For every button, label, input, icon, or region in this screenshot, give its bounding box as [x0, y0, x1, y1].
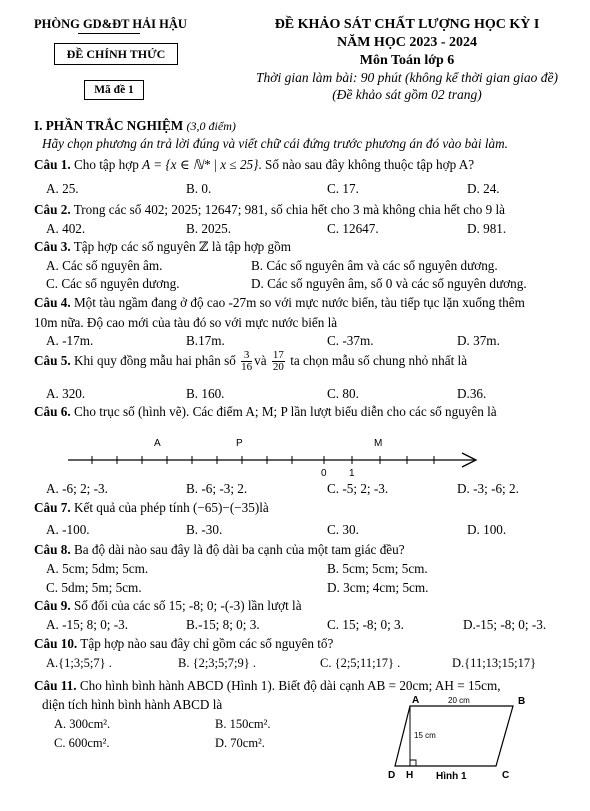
question-3 — [34, 239, 291, 255]
q4-option-a[interactable]: A. -17m. — [46, 333, 94, 348]
q7-option-c[interactable]: C. 30. — [327, 522, 359, 537]
q9-label: Câu 9. — [34, 598, 71, 613]
q10-option-b[interactable]: B. {2;3;5;7;9} . — [178, 656, 256, 670]
height-ah-length: 15 cm — [414, 731, 436, 740]
q8-option-d[interactable]: D. 3cm; 4cm; 5cm. — [327, 580, 429, 595]
instruction: Hãy chọn phương án trả lời đúng và viết chữ cái đứng trước phương án đó vào bài làm. — [42, 136, 508, 151]
q11-text-line2: diện tích hình bình hành ABCD là — [42, 697, 223, 712]
q2-option-c[interactable]: C. 12647. — [327, 221, 379, 236]
q2-option-a[interactable]: A. 402. — [46, 221, 86, 236]
question-5 — [34, 349, 467, 373]
q9-option-a[interactable]: A. -15; 8; 0; -3. — [46, 617, 129, 632]
question-4 — [34, 295, 525, 311]
q6-option-d[interactable]: D. -3; -6; 2. — [457, 481, 519, 496]
q6-option-a[interactable]: A. -6; 2; -3. — [46, 481, 108, 496]
q3-option-d[interactable]: D. Các số nguyên âm, số 0 và các số nguyên dương. — [251, 276, 527, 291]
q3-option-c[interactable]: C. Các số nguyên dương. — [46, 276, 180, 291]
q10-option-d[interactable]: D.{11;13;15;17} — [452, 656, 537, 670]
exam-code-box — [84, 80, 144, 100]
vertex-d-label: D — [388, 770, 396, 781]
vertex-b-label: B — [518, 696, 526, 707]
q9-option-c[interactable]: C. 15; -8; 0; 3. — [327, 617, 404, 632]
right-angle-mark — [410, 760, 416, 766]
question-11 — [34, 678, 501, 694]
side-ab-length: 20 cm — [448, 696, 470, 705]
q5-option-a[interactable]: A. 320. — [46, 386, 86, 401]
q9-option-b[interactable]: B.-15; 8; 0; 3. — [186, 617, 260, 632]
q7-expression: (−65)−(−35) — [192, 500, 260, 515]
vertex-a-label: A — [412, 695, 420, 706]
q4-label: Câu 4. — [34, 295, 71, 310]
q11-option-d[interactable]: D. 70cm². — [215, 736, 265, 750]
q6-label: Câu 6. — [34, 404, 71, 419]
foot-h-label: H — [406, 770, 414, 781]
point-a-label: A — [154, 438, 161, 449]
fraction-2-numerator: 17 — [272, 349, 284, 362]
q11-option-b[interactable]: B. 150cm². — [215, 717, 271, 731]
q3-text: Tập hợp các số nguyên ℤ là tập hợp gồm — [73, 239, 292, 254]
figure-caption: Hình 1 — [436, 771, 467, 782]
subject: Môn Toán lớp 6 — [359, 53, 455, 68]
q2-text: Trong các số 402; 2025; 12647; 981, số chia hết cho 3 mà không chia hết cho 9 là — [73, 202, 506, 217]
q4-option-c[interactable]: C. -37m. — [327, 333, 374, 348]
official-box — [54, 43, 178, 65]
vertex-c-label: C — [502, 770, 510, 781]
official-label: ĐỀ CHÍNH THỨC — [66, 47, 166, 61]
q9-option-d[interactable]: D.-15; -8; 0; -3. — [463, 617, 547, 632]
q5-text: Khi quy đồng mẫu hai phân số — [73, 353, 236, 368]
point-p-label: P — [236, 438, 243, 449]
school-year: NĂM HỌC 2023 - 2024 — [337, 35, 477, 50]
q7-option-a[interactable]: A. -100. — [46, 522, 90, 537]
q11-text: Cho hình bình hành ABCD (Hình 1). Biết độ dài cạnh AB = 20cm; AH = 15cm, — [79, 678, 501, 693]
q3-label: Câu 3. — [34, 239, 71, 254]
q7-option-b[interactable]: B. -30. — [186, 522, 223, 537]
q2-label: Câu 2. — [34, 202, 71, 217]
q10-text: Tập hợp nào sau đây chỉ gồm các số nguyên tố? — [80, 636, 334, 651]
q10-option-c[interactable]: C. {2;5;11;17} . — [320, 656, 401, 670]
q7-option-d[interactable]: D. 100. — [467, 522, 507, 537]
unit-label: 1 — [349, 468, 355, 479]
q1-set: A = {x ∈ ℕ* | x ≤ 25} — [142, 157, 259, 172]
q5-option-c[interactable]: C. 80. — [327, 386, 359, 401]
q1-label: Câu 1. — [34, 157, 71, 172]
q3-option-b[interactable]: B. Các số nguyên âm và các số nguyên dương. — [251, 258, 498, 273]
q7-text: Kết quả của phép tính — [73, 500, 190, 515]
q5-label: Câu 5. — [34, 353, 71, 368]
q1-text-end: . Số nào sau đây không thuộc tập hợp A? — [258, 157, 475, 172]
q11-label: Câu 11. — [34, 678, 77, 693]
q1-option-a[interactable]: A. 25. — [46, 181, 79, 196]
q5-option-b[interactable]: B. 160. — [186, 386, 225, 401]
fraction-1-numerator: 3 — [241, 350, 252, 362]
q8-label: Câu 8. — [34, 542, 71, 557]
point-m-label: M — [374, 438, 383, 449]
q8-option-b[interactable]: B. 5cm; 5cm; 5cm. — [327, 561, 428, 576]
q2-option-d[interactable]: D. 981. — [467, 221, 507, 236]
origin-label: 0 — [321, 468, 327, 479]
q10-label: Câu 10. — [34, 636, 78, 651]
question-1 — [34, 157, 474, 173]
section-points: (3,0 điểm) — [186, 119, 236, 133]
q1-text: Cho tập hợp — [73, 157, 139, 172]
exam-title: ĐỀ KHẢO SÁT CHẤT LƯỢNG HỌC KỲ I — [274, 17, 540, 32]
q2-option-b[interactable]: B. 2025. — [186, 221, 232, 236]
q1-option-c[interactable]: C. 17. — [327, 181, 359, 196]
fraction-2 — [272, 350, 285, 373]
q6-option-b[interactable]: B. -6; -3; 2. — [186, 481, 248, 496]
q4-option-d[interactable]: D. 37m. — [457, 333, 500, 348]
q8-option-c[interactable]: C. 5dm; 5m; 5cm. — [46, 580, 142, 595]
section-heading — [34, 118, 236, 134]
q7-text-end: là — [259, 500, 269, 515]
parallelogram-figure — [386, 694, 536, 784]
q3-option-a[interactable]: A. Các số nguyên âm. — [46, 258, 163, 273]
page-count: (Đề khảo sát gồm 02 trang) — [332, 87, 482, 102]
q5-option-d[interactable]: D.36. — [457, 386, 487, 401]
exam-code: Mã đề 1 — [94, 84, 134, 96]
department: PHÒNG GD&ĐT HẢI HẬU — [34, 17, 187, 31]
q10-option-a[interactable]: A.{1;3;5;7} . — [46, 656, 112, 670]
q4-text-line2: 10m nữa. Độ cao mới của tàu đó so với mực nước biển là — [34, 315, 338, 330]
question-6 — [34, 404, 497, 420]
q7-label: Câu 7. — [34, 500, 71, 515]
q1-option-d[interactable]: D. 24. — [467, 181, 500, 196]
section-title: I. PHẦN TRẮC NGHIỆM — [34, 118, 184, 133]
q5-and: và — [254, 353, 267, 368]
number-line — [60, 434, 490, 480]
q4-text: Một tàu ngầm đang ở độ cao -27m so với mực nước biển, tàu tiếp tục lặn xuống thêm — [73, 295, 525, 310]
q6-option-c[interactable]: C. -5; 2; -3. — [327, 481, 389, 496]
question-8 — [34, 542, 405, 558]
q6-text: Cho trục số (hình vẽ). Các điểm A; M; P lần lượt biểu diễn cho các số nguyên là — [73, 404, 497, 419]
q9-text: Số đối của các số 15; -8; 0; -(-3) lần lượt là — [73, 598, 302, 613]
time-info: Thời gian làm bài: 90 phút (không kể thời gian giao đề) — [255, 70, 558, 85]
q11-option-a[interactable]: A. 300cm². — [54, 717, 111, 731]
question-7 — [34, 500, 269, 516]
q11-option-c[interactable]: C. 600cm². — [54, 736, 110, 750]
q8-option-a[interactable]: A. 5cm; 5dm; 5cm. — [46, 561, 149, 576]
fraction-2-denominator: 20 — [272, 361, 284, 374]
fraction-1-denominator: 16 — [241, 361, 253, 374]
q5-text-end: ta chọn mẫu số chung nhỏ nhất là — [290, 353, 468, 368]
dept-underline — [78, 33, 140, 34]
q8-text: Ba độ dài nào sau đây là độ dài ba cạnh của một tam giác đều? — [73, 542, 405, 557]
q4-option-b[interactable]: B.17m. — [186, 333, 225, 348]
q1-option-b[interactable]: B. 0. — [186, 181, 212, 196]
question-10 — [34, 636, 333, 652]
question-2 — [34, 202, 505, 218]
question-9 — [34, 598, 302, 614]
parallelogram-abcd — [395, 706, 513, 766]
fraction-1 — [241, 350, 252, 373]
